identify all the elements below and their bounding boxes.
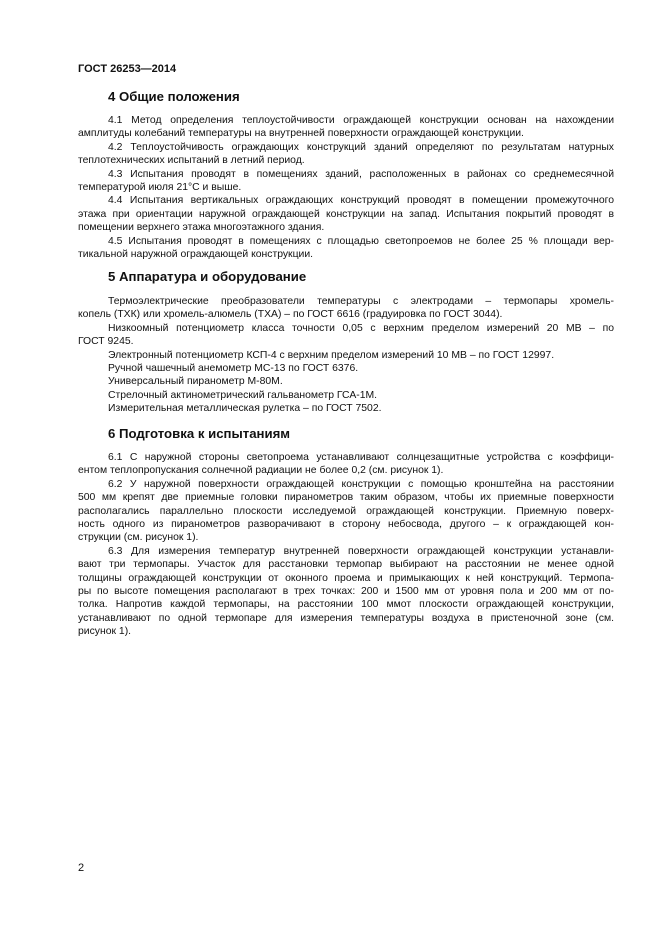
text-line: 4.4 Испытания вертикальных ограждающих конструкций проводят в помещении промежуточного [108,195,614,207]
paragraph [78,235,614,262]
text-line: помещении верхнего этажа многоэтажного здания. [78,222,325,234]
text-line: 6.2 У наружной поверхности ограждающей конструкции с помощью кронштейна на расстоянии [108,478,614,490]
paragraph [78,545,614,639]
paragraph [78,375,614,388]
text-line: 4.3 Испытания проводят в помещениях зданий, расположенных в районах со среднемесячной [108,168,614,180]
document-header: ГОСТ 26253—2014 [78,63,177,75]
text-line: толка. Напротив каждой термопары, на расстоянии 100 ммот плоскости ограждающей конструкции, [78,599,614,611]
text-line: амплитуды колебаний температуры на внутренней поверхности ограждающей конструкции. [78,128,524,140]
paragraph [78,141,614,168]
text-line: рисунок 1). [78,626,132,638]
text-line: располагались параллельно плоскости исследуемой ограждающей конструкции. Приемную поверх- [78,505,614,517]
text-line: толщины ограждающей конструкции от оконного проема и примыкающих к ней конструкций. Термопа- [78,572,614,584]
text-line: струкции (см. рисунок 1). [78,532,199,544]
text-line: 6.1 С наружной стороны светопроема устанавливают солнцезащитные устройства с коэффици- [108,452,614,463]
text-line: ность одного из пиранометров разворачивают в сторону небосвода, другого – к ограждающей кон- [78,518,614,530]
text-line: устанавливают по одной термопаре для измерения температуры воздуха в пристеночной зоне (см. [78,612,614,624]
text-line: 500 мм крепят две приемные головки пиранометров таким образом, чтобы их приемные поверхности [78,492,614,504]
section-heading: 6 Подготовка к испытаниям [108,426,291,441]
paragraph [78,349,614,362]
paragraph [78,168,614,195]
paragraph [78,114,614,141]
text-line: температурой июля 21°С и выше. [78,181,242,193]
text-line: теплотехнических испытаний в летний период. [78,155,305,167]
text-line: ентом теплопропускания солнечной радиации не более 0,2 (см. рисунок 1). [78,465,444,477]
section-body [78,451,614,638]
page-number: 2 [78,862,85,874]
text-line: Ручной чашечный анемометр МС-13 по ГОСТ 6376. [108,362,359,374]
text-line: тикальной наружной ограждающей конструкции. [78,248,314,260]
section-heading: 4 Общие положения [108,89,240,104]
text-line: Стрелочный актинометрический гальванометр ГСА-1М. [108,389,378,401]
text-line: вают три термопары. Участок для расстановки термопар выбирают на расстоянии не менее одной [78,559,614,571]
text-line: этажа при ориентации наружной ограждающей конструкции на запад. Испытания покрытий проводят в [78,208,614,220]
text-line: Низкоомный потенциометр класса точности 0,05 с верхним пределом измерений 20 МВ – по [108,322,614,334]
text-line: ГОСТ 9245. [78,336,134,348]
paragraph [78,478,614,545]
text-line: копель (ТХК) или хромель-алюмель (ТХА) – по ГОСТ 6616 (градуировка по ГОСТ 3044). [78,309,503,321]
paragraph [78,451,614,478]
text-line: ры по высоте помещения располагают в трех точках: 200 и 1500 мм от уровня пола и 200 мм от по- [78,585,614,597]
text-line: 6.3 Для измерения температур внутренней поверхности ограждающей конструкции устанавли- [108,545,614,557]
paragraph [78,362,614,375]
section-body [78,114,614,261]
section-body [78,295,614,416]
text-line: 4.2 Теплоустойчивость ограждающих конструкций зданий определяют по результатам натурных [108,141,614,153]
text-line: Электронный потенциометр КСП-4 с верхним пределом измерений 10 МВ – по ГОСТ 12997. [108,349,555,361]
paragraph [78,295,614,322]
text-line: 4.5 Испытания проводят в помещениях с площадью светопроемов не более 25 % площади вер- [108,235,614,247]
paragraph [78,389,614,402]
paragraph [78,402,614,415]
text-line: Термоэлектрические преобразователи температуры с электродами – термопары хромель- [108,296,614,307]
text-line: Измерительная металлическая рулетка – по ГОСТ 7502. [108,403,382,415]
text-line: Универсальный пиранометр М-80М. [108,376,283,388]
section-heading: 5 Аппаратура и оборудование [108,269,307,284]
paragraph [78,322,614,349]
text-line: 4.1 Метод определения теплоустойчивости ограждающей конструкции основан на нахождении [108,115,614,126]
paragraph [78,194,614,234]
